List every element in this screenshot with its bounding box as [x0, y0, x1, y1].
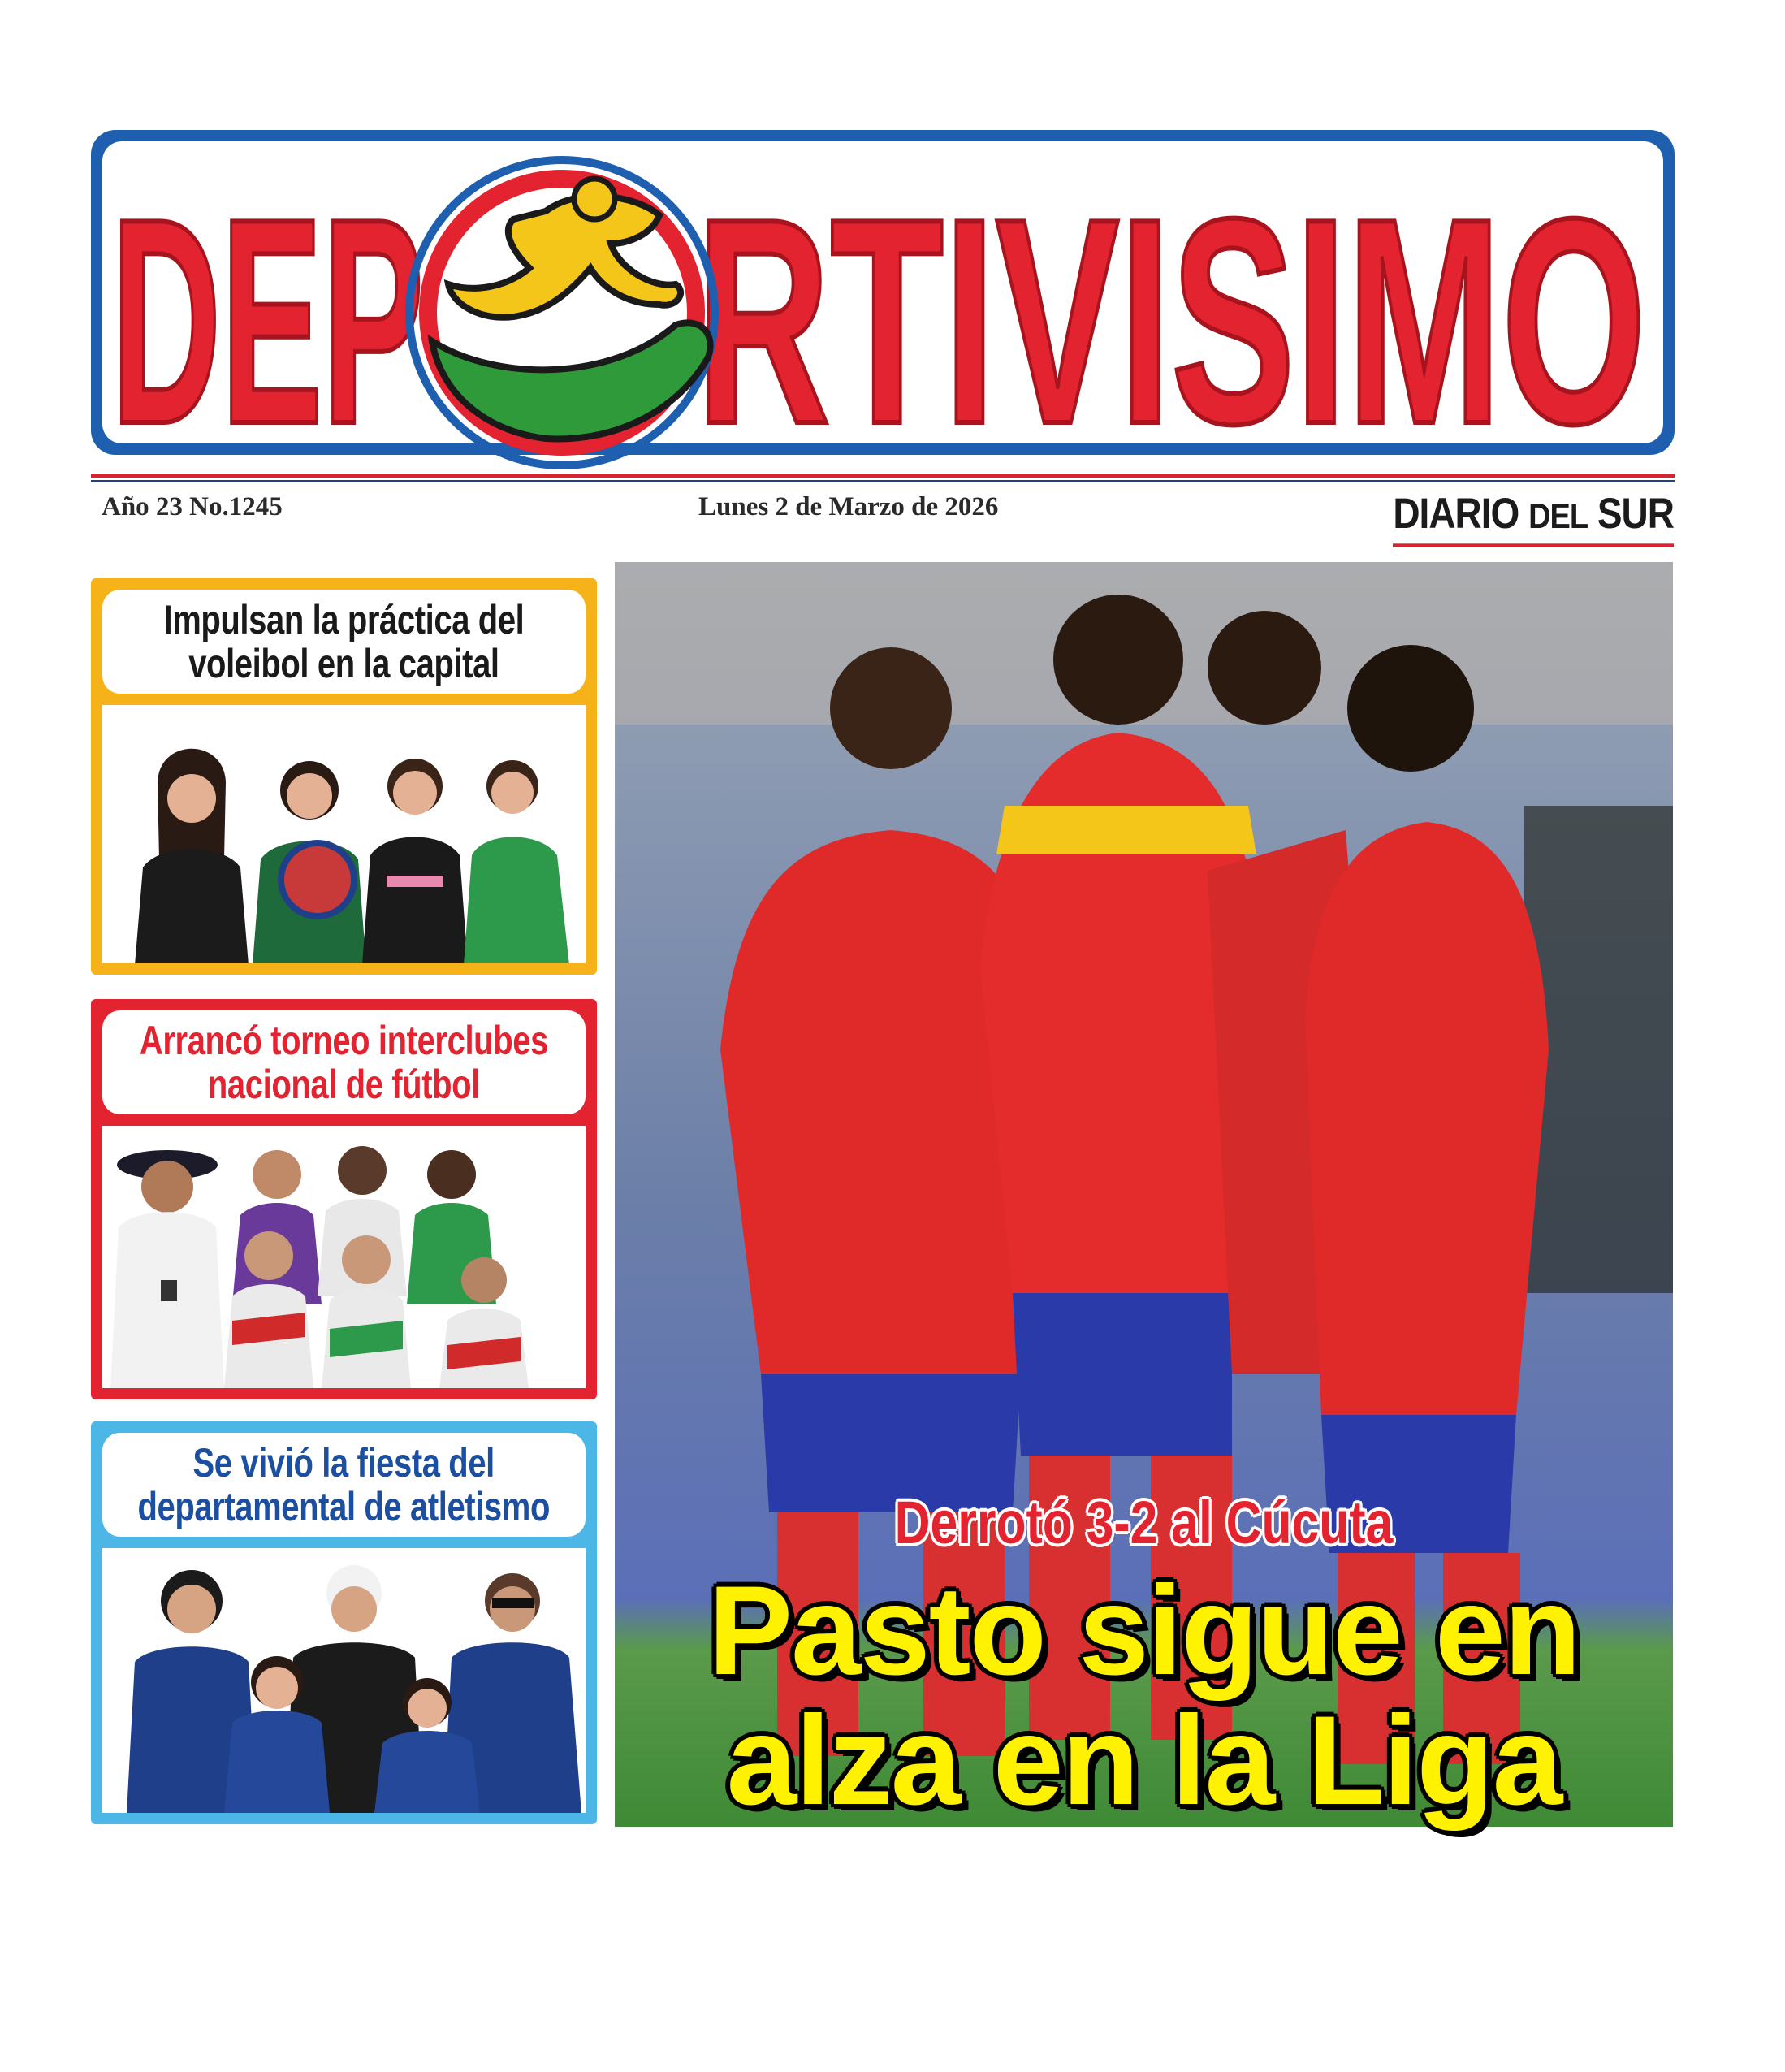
story-title — [102, 1010, 586, 1114]
story-title — [102, 590, 586, 694]
story-photo-athletes — [102, 1548, 586, 1813]
story-title-line2: nacional de fútbol — [207, 1062, 481, 1107]
story-title-line2: departamental de atletismo — [137, 1484, 551, 1529]
main-story-kicker: Derrotó 3-2 al Cúcuta — [894, 1489, 1394, 1556]
story-title — [102, 1433, 586, 1537]
runner-icon — [409, 160, 715, 465]
brand-end: SUR — [1597, 488, 1674, 538]
story-photo-volleyball-players — [102, 705, 586, 963]
story-title-line1: Se vivió la fiesta del — [192, 1440, 495, 1486]
main-story-headline — [615, 1560, 1673, 1832]
story-title-line2: voleibol en la capital — [188, 641, 499, 686]
issue-number: Año 23 No.1245 — [102, 492, 283, 521]
masthead-rtivisimo: RTIVISIMO — [696, 158, 1646, 471]
masthead-logo — [91, 122, 1675, 471]
brand-main: DIARIO — [1393, 488, 1519, 538]
headline-line2: alza en la Liga — [726, 1690, 1562, 1832]
sidebar-story-volleyball[interactable] — [91, 578, 597, 975]
brand-diario-del-sur — [1393, 486, 1674, 547]
story-title-line1: Impulsan la práctica del — [163, 597, 525, 642]
story-photo-football-team — [102, 1126, 586, 1388]
sidebar-story-football[interactable] — [91, 999, 597, 1399]
masthead-rule — [91, 474, 1675, 478]
issue-date: Lunes 2 de Marzo de 2026 — [698, 492, 999, 521]
story-title-line1: Arrancó torneo interclubes — [139, 1018, 549, 1063]
masthead-rule-thin — [91, 480, 1675, 482]
masthead-dep: DEP — [111, 158, 424, 471]
brand-small: DEL — [1528, 496, 1588, 537]
sidebar-story-athletics[interactable] — [91, 1421, 597, 1824]
headline-line1: Pasto sigue en — [708, 1560, 1580, 1702]
